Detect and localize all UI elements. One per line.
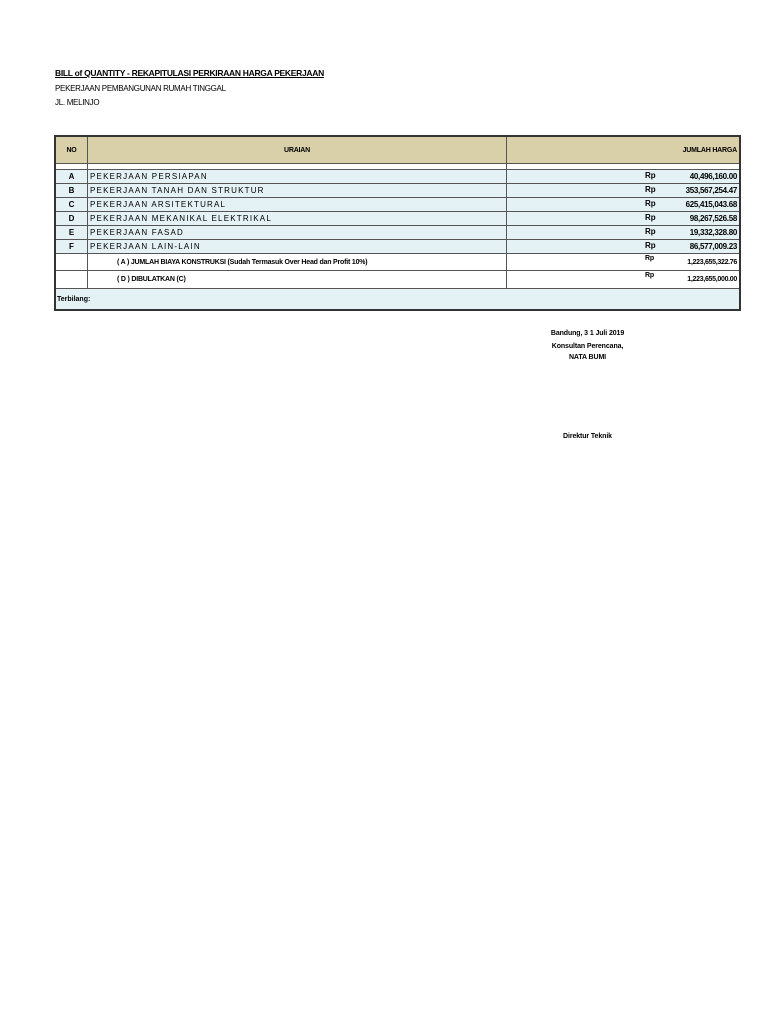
header-jumlah-harga: JUMLAH HARGA bbox=[507, 136, 741, 164]
currency-label: Rp bbox=[645, 255, 654, 262]
document-location: JL. MELINJO bbox=[55, 98, 100, 107]
signature-place-date: Bandung, 3 1 Juli 2019 bbox=[550, 330, 625, 337]
total-no bbox=[55, 254, 88, 271]
rounded-jumlah bbox=[507, 271, 741, 289]
row-amount: 353,567,254.47 bbox=[685, 186, 737, 195]
table-row bbox=[55, 212, 740, 226]
header-uraian: URAIAN bbox=[88, 136, 507, 164]
total-label: ( A ) JUMLAH BIAYA KONSTRUKSI (Sudah Termasuk Over Head dan Profit 10%) bbox=[88, 254, 507, 271]
signature-organization: NATA BUMI bbox=[568, 354, 607, 361]
row-jumlah bbox=[507, 170, 741, 184]
row-amount: 98,267,526.58 bbox=[689, 214, 737, 223]
row-uraian: PEKERJAAN TANAH DAN STRUKTUR bbox=[88, 184, 507, 198]
currency-label: Rp bbox=[645, 185, 656, 194]
row-jumlah bbox=[507, 240, 741, 254]
document-title: BILL of QUANTITY - REKAPITULASI PERKIRAAN HARGA PEKERJAAN bbox=[55, 68, 324, 78]
row-uraian: PEKERJAAN MEKANIKAL ELEKTRIKAL bbox=[88, 212, 507, 226]
row-jumlah bbox=[507, 212, 741, 226]
total-amount: 1,223,655,322.76 bbox=[687, 258, 737, 266]
header-no: NO bbox=[55, 136, 88, 164]
row-jumlah bbox=[507, 198, 741, 212]
currency-label: Rp bbox=[645, 272, 654, 279]
total-row bbox=[55, 254, 740, 271]
boq-table bbox=[54, 135, 741, 311]
row-uraian: PEKERJAAN ARSITEKTURAL bbox=[88, 198, 507, 212]
row-jumlah bbox=[507, 184, 741, 198]
document-subtitle: PEKERJAAN PEMBANGUNAN RUMAH TINGGAL bbox=[55, 84, 226, 93]
currency-label: Rp bbox=[645, 227, 656, 236]
rounded-no bbox=[55, 271, 88, 289]
row-uraian: PEKERJAAN FASAD bbox=[88, 226, 507, 240]
total-jumlah bbox=[507, 254, 741, 271]
row-no: B bbox=[55, 184, 88, 198]
row-no: F bbox=[55, 240, 88, 254]
row-amount: 19,332,328.80 bbox=[689, 228, 737, 237]
table-row bbox=[55, 184, 740, 198]
rounded-amount: 1,223,655,000.00 bbox=[687, 276, 737, 283]
row-amount: 625,415,043.68 bbox=[685, 200, 737, 209]
table-header-row bbox=[55, 136, 740, 164]
row-no: C bbox=[55, 198, 88, 212]
terbilang-row bbox=[55, 289, 740, 311]
row-no: E bbox=[55, 226, 88, 240]
currency-label: Rp bbox=[645, 199, 656, 208]
table-row bbox=[55, 226, 740, 240]
signature-position: Direktur Teknik bbox=[563, 433, 612, 440]
signature-role: Konsultan Perencana, bbox=[551, 343, 624, 350]
currency-label: Rp bbox=[645, 241, 656, 250]
row-amount: 40,496,160.00 bbox=[689, 172, 737, 181]
currency-label: Rp bbox=[645, 171, 656, 180]
table-row bbox=[55, 170, 740, 184]
table-row bbox=[55, 240, 740, 254]
row-uraian: PEKERJAAN LAIN-LAIN bbox=[88, 240, 507, 254]
terbilang-label: Terbilang: bbox=[55, 289, 740, 311]
row-amount: 86,577,009.23 bbox=[689, 242, 737, 251]
table-row bbox=[55, 198, 740, 212]
row-no: A bbox=[55, 170, 88, 184]
rounded-label: ( D ) DIBULATKAN (C) bbox=[88, 271, 507, 289]
row-uraian: PEKERJAAN PERSIAPAN bbox=[88, 170, 507, 184]
rounded-row bbox=[55, 271, 740, 289]
row-no: D bbox=[55, 212, 88, 226]
currency-label: Rp bbox=[645, 213, 656, 222]
row-jumlah bbox=[507, 226, 741, 240]
